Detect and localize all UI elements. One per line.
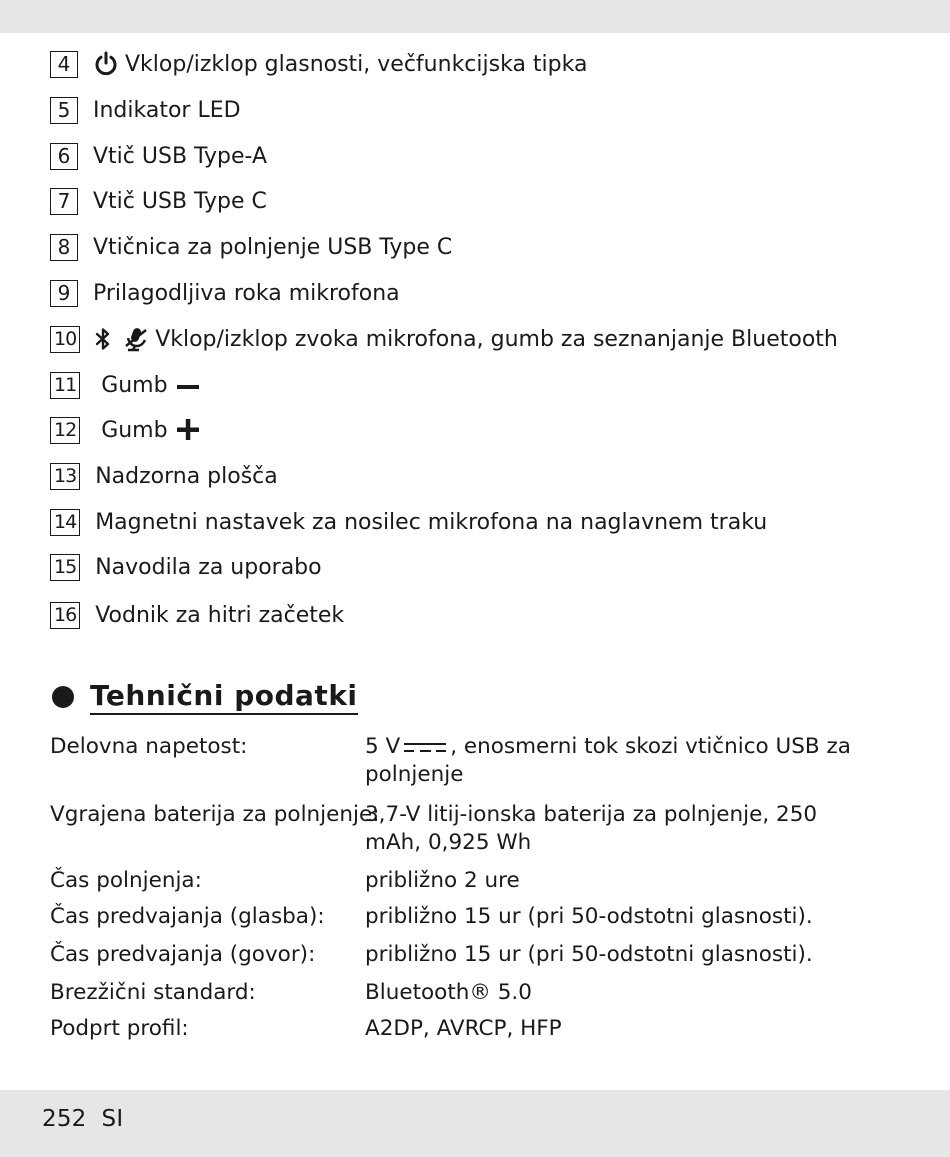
footer-band xyxy=(0,1090,950,1157)
item-number: 14 xyxy=(50,509,80,536)
minus-icon xyxy=(176,373,200,397)
bluetooth-icon xyxy=(95,327,111,351)
item-label: Vklop/izklop glasnosti, večfunkcijska tipka xyxy=(125,51,588,77)
list-item xyxy=(50,553,322,581)
item-number: 6 xyxy=(50,143,78,170)
top-band xyxy=(0,0,950,33)
list-item xyxy=(50,325,838,353)
item-label: Prilagodljiva roka mikrofona xyxy=(93,280,400,306)
item-label: Vklop/izklop zvoka mikrofona, gumb za seznanjanje Bluetooth xyxy=(155,326,838,352)
section-title: Tehnični podatki xyxy=(90,679,358,715)
spec-value: približno 15 ur (pri 50-odstotni glasnosti). xyxy=(365,942,813,967)
list-item xyxy=(50,142,267,170)
list-item xyxy=(50,96,241,124)
spec-value: A2DP, AVRCP, HFP xyxy=(365,1016,562,1041)
item-number: 9 xyxy=(50,280,78,307)
item-label: Vtič USB Type C xyxy=(93,188,267,214)
list-item xyxy=(50,279,400,307)
spec-value: Bluetooth® 5.0 xyxy=(365,980,532,1005)
spec-value-voltage: 5 V xyxy=(365,734,401,759)
item-label: Vtičnica za polnjenje USB Type C xyxy=(93,234,453,260)
spec-label: Čas predvajanja (govor): xyxy=(50,942,316,967)
spec-value: približno 15 ur (pri 50-odstotni glasnosti). xyxy=(365,904,813,929)
item-label: Magnetni nastavek za nosilec mikrofona na naglavnem traku xyxy=(95,509,768,535)
list-item xyxy=(50,416,206,444)
item-label: Vtič USB Type-A xyxy=(93,143,268,169)
list-item xyxy=(50,462,278,490)
list-item xyxy=(50,187,267,215)
item-label: Gumb xyxy=(101,372,168,398)
language-code: SI xyxy=(101,1106,124,1132)
item-label: Gumb xyxy=(101,417,168,443)
list-item xyxy=(50,233,452,261)
bullet-icon xyxy=(52,686,74,708)
microphone-mute-icon xyxy=(123,326,149,352)
spec-value: 3,7-V litij-ionska baterija za polnjenje, 250 mAh, 0,925 Wh xyxy=(365,802,818,855)
list-item xyxy=(50,601,344,629)
spec-value xyxy=(365,733,865,789)
item-number: 13 xyxy=(50,463,80,490)
dc-symbol-icon xyxy=(402,740,448,754)
spec-label: Podprt profil: xyxy=(50,1016,189,1041)
item-number: 12 xyxy=(50,417,80,444)
item-number: 4 xyxy=(50,51,78,78)
item-label: Indikator LED xyxy=(93,97,241,123)
item-number: 15 xyxy=(50,554,80,581)
item-label: Vodnik za hitri začetek xyxy=(95,602,345,628)
item-number: 7 xyxy=(50,188,78,215)
section-heading xyxy=(52,679,358,715)
spec-label: Delovna napetost: xyxy=(50,734,248,759)
spec-label: Čas polnjenja: xyxy=(50,868,202,893)
list-item xyxy=(50,371,206,399)
item-number: 11 xyxy=(50,372,80,399)
item-number: 8 xyxy=(50,234,78,261)
list-item xyxy=(50,508,767,536)
plus-icon xyxy=(176,418,200,442)
page-number: 252 xyxy=(42,1106,87,1132)
list-item xyxy=(50,50,587,78)
item-label: Navodila za uporabo xyxy=(95,554,322,580)
spec-value-text: , enosmerni tok skozi vtičnico USB za polnjenje xyxy=(365,734,851,787)
item-label: Nadzorna plošča xyxy=(95,463,278,489)
item-number: 5 xyxy=(50,97,78,124)
power-icon xyxy=(93,51,119,77)
item-number: 10 xyxy=(50,326,80,353)
item-number: 16 xyxy=(50,602,80,629)
spec-label: Čas predvajanja (glasba): xyxy=(50,904,325,929)
spec-label: Vgrajena baterija za polnjenje: xyxy=(50,802,380,827)
spec-value: približno 2 ure xyxy=(365,868,520,893)
page-footer xyxy=(42,1106,123,1132)
spec-label: Brezžični standard: xyxy=(50,980,256,1005)
